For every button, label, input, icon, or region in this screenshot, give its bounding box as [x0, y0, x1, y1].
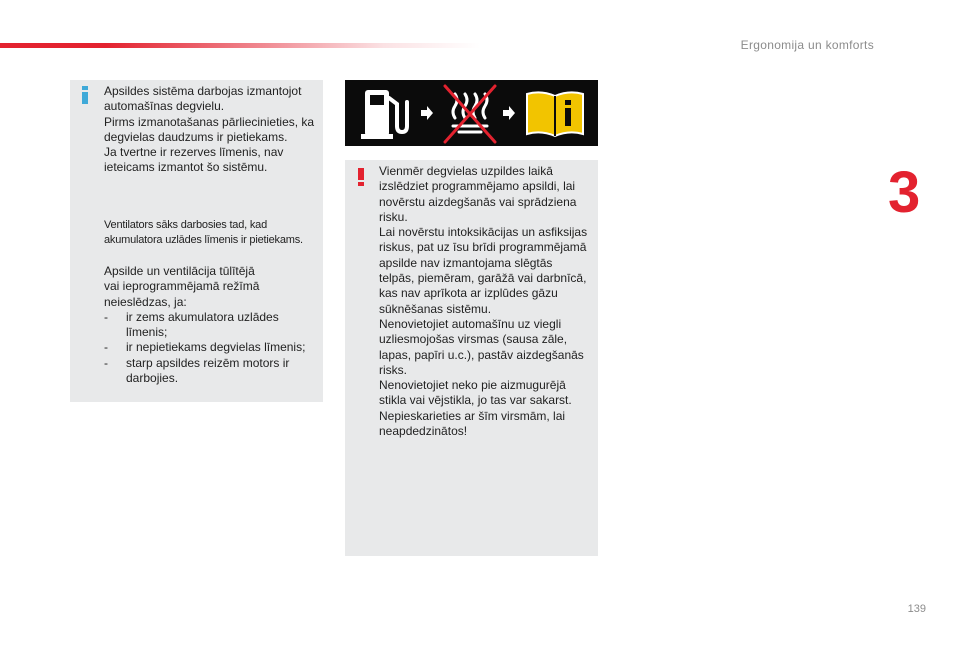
bullet-line: ir nepietiekams degvielas līmenis; [126, 340, 306, 355]
fuel-pump-icon [361, 90, 407, 139]
page-number: 139 [907, 603, 926, 615]
warning-line: lapas, papīri u.c.), pastāv aizdegšanās [379, 347, 584, 362]
warning-line: risks. [379, 362, 407, 377]
info-paragraph-3 [104, 264, 320, 386]
bullet-dash: - [104, 340, 108, 355]
header-accent-bar [0, 43, 480, 48]
info-line: Apsildes sistēma darbojas izmantojot [104, 84, 302, 98]
warning-line: riskus, pat uz īsu brīdi programmējamā [379, 240, 587, 255]
info-icon [80, 86, 90, 104]
warning-line: telpās, piemēram, garāžā vai darbnīcā, [379, 271, 587, 286]
info-line: automašīnas degvielu. [104, 99, 225, 114]
info-line: akumulatora uzlādes līmenis ir pietiekams. [104, 234, 303, 246]
warning-line: kas nav aprīkota ar izplūdes gāzu [379, 286, 558, 301]
chapter-number: 3 [888, 160, 921, 225]
info-line: Pirms izmanotašanas pārliecinieties, ka [104, 114, 315, 129]
bullet-text [126, 340, 320, 355]
warning-line: stikla vai vējstikla, jo tas var sakarst. [379, 393, 572, 408]
info-line: Apsilde un ventilācija tūlītējā [104, 264, 255, 278]
bullet-line: ir zems akumulatora uzlādes [126, 309, 279, 324]
bullet-dash: - [104, 355, 108, 370]
pictogram-strip [345, 80, 598, 146]
bullet-line: līmenis; [126, 325, 168, 340]
warning-line: risku. [379, 209, 408, 224]
warning-line: Nenovietojiet automašīnu uz viegli [379, 316, 562, 331]
list-item [104, 310, 320, 341]
bullet-line: starp apsildes reizēm motors ir [126, 355, 290, 370]
warning-line: Vienmēr degvielas uzpildes laikā [379, 164, 553, 178]
warning-line: neapdedzinātos! [379, 424, 468, 439]
arrow-right-icon [503, 106, 515, 120]
section-title: Ergonomija un komforts [740, 38, 874, 52]
info-paragraph-1 [104, 84, 320, 176]
info-line: neieslēdzas, ja: [104, 294, 187, 309]
info-line: Ventilators sāks darbosies tad, kad [104, 219, 267, 231]
warning-line: Nenovietojiet neko pie aizmugurējā [379, 378, 566, 393]
warning-line: sūknēšanas sistēmu. [379, 301, 492, 316]
warning-line: apsilde nav izmantojama slēgtās [379, 255, 553, 270]
warning-line: Lai novērstu intoksikācijas un asfiksijas [379, 225, 588, 240]
warning-line: izslēdziet programmējamo apsildi, lai [379, 179, 576, 194]
info-line: ieteicams izmantot šo sistēmu. [104, 160, 268, 175]
info-line: vai ieprogrammējamā režīmā [104, 279, 260, 294]
info-line: Ja tvertne ir rezerves līmenis, nav [104, 145, 284, 160]
warning-line: uzliesmojošas virsmas (sausa zāle, [379, 332, 568, 347]
manual-book-icon [527, 92, 583, 136]
bullet-line: darbojies. [126, 371, 179, 386]
warning-line: novērstu aizdegšanās vai sprādziena [379, 194, 577, 209]
warning-text [379, 164, 595, 439]
warning-icon [356, 168, 366, 186]
bullet-dash: - [104, 309, 108, 324]
arrow-right-icon [421, 106, 433, 120]
list-item [104, 356, 320, 387]
bullet-text [126, 356, 320, 387]
list-item [104, 340, 320, 355]
info-paragraph-2 [104, 218, 322, 248]
bullet-text [126, 310, 320, 341]
crossed-heater-icon [445, 86, 495, 142]
warning-line: Nepieskarieties ar šīm virsmām, lai [379, 408, 566, 423]
info-line: degvielas daudzums ir pietiekams. [104, 129, 288, 144]
